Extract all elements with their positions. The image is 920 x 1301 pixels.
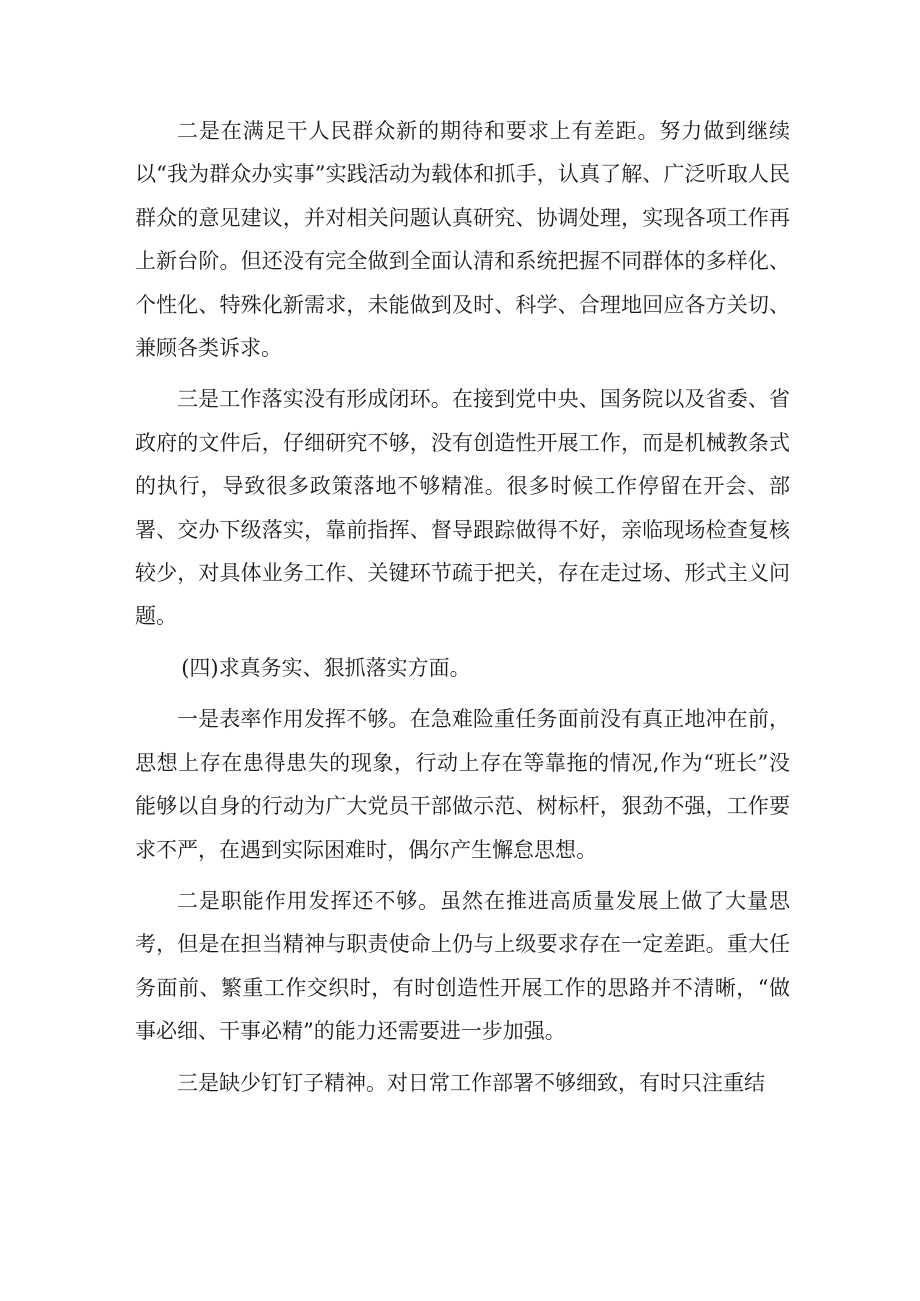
paragraph-3: 一是表率作用发挥不够。在急难险重任务面前没有真正地冲在前，思想上存在患得患失的现象，行动上存在等靠拖的情况,作为“班长”没能够以自身的行动为广大党员干部做示范、树标杆，狠劲不强，工作要求不严，在遇到实际困难时，偶尔产生懈怠思想。: [135, 707, 790, 862]
paragraph-1: 二是在满足干人民群众新的期待和要求上有差距。努力做到继续以“我为群众办实事”实践活动为载体和抓手，认真了解、广泛听取人民群众的意见建议，并对相关问题认真研究、协调处理，实现各项工作再上新台阶。但还没有完全做到全面认清和系统把握不同群体的多样化、个性化、特殊化新需求，未能做到及时、科学、合理地回应各方关切、兼顾各类诉求。: [135, 119, 790, 361]
paragraph-5: 三是缺少钉钉子精神。对日常工作部署不够细致，有时只注重结: [177, 1070, 765, 1095]
section-heading: (四)求真务实、狠抓落实方面。: [181, 655, 471, 680]
document-body: [135, 110, 790, 1113]
paragraph-2: 三是工作落实没有形成闭环。在接到党中央、国务院以及省委、省政府的文件后，仔细研究不够，没有创造性开展工作，而是机械教条式的执行，导致很多政策落地不够精准。很多时候工作停留在开会、部署、交办下级落实，靠前指挥、督导跟踪做得不好，亲临现场检查复核较少，对具体业务工作、关键环节疏于把关，存在走过场、形式主义问题。: [135, 387, 790, 629]
paragraph-4: 二是职能作用发挥还不够。虽然在推进高质量发展上做了大量思考，但是在担当精神与职责使命上仍与上级要求存在一定差距。重大任务面前、繁重工作交织时，有时创造性开展工作的思路并不清晰，“做事必细、干事必精”的能力还需要进一步加强。: [135, 888, 790, 1044]
